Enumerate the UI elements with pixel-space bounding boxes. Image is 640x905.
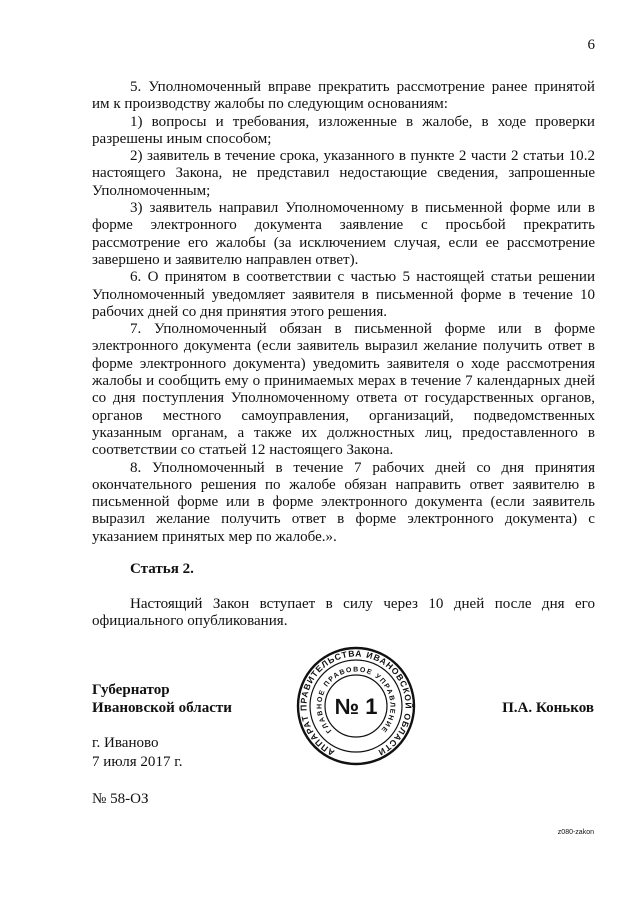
paragraph-5: 5. Уполномоченный вправе прекратить рассмотрение ранее принятой им к производству жалобы по следующим основаниям: xyxy=(92,79,595,113)
paragraph-7: 7. Уполномоченный обязан в письменной форме или в форме электронного документа (если заявитель выразил желание получить ответ в форме электронного документа) уведомить заявителя о ходе рассмотрения жалобы и сообщить ему о принимаемых мерах в течение 7 календарных дней со дня поступления Уполномоченному ответа от государственных органов, органов местного самоуправления, организаций, подведомственных указанным органам, а также их должностных лиц, предоставленного в соответствии со статьей 12 настоящего Закона. xyxy=(92,321,595,459)
paragraph-6: 6. О принятом в соответствии с частью 5 настоящей статьи решении Уполномоченный уведомляет заявителя в письменной форме в течение 10 рабочих дней со дня принятия этого решения. xyxy=(92,269,595,320)
signatory-position-line2: Ивановской области xyxy=(92,700,232,716)
law-body-text xyxy=(92,79,595,546)
stamp-center-number: № 1 xyxy=(334,694,378,719)
place-of-signing: г. Иваново xyxy=(92,735,159,751)
subitem-2: 2) заявитель в течение срока, указанного в пункте 2 части 2 статьи 10.2 настоящего Закона, не представил недостающие сведения, запрошенные Уполномоченным; xyxy=(92,148,595,199)
signatory-name: П.А. Коньков xyxy=(502,700,594,716)
article-heading: Статья 2. xyxy=(130,561,194,577)
article-text: Настоящий Закон вступает в силу через 10 дней после дня его официального опубликования. xyxy=(92,596,595,630)
stamp-inner-text: ГЛАВНОЕ ПРАВОВОЕ УПРАВЛЕНИЕ xyxy=(316,666,396,735)
signing-date: 7 июля 2017 г. xyxy=(92,754,183,770)
official-stamp xyxy=(294,644,418,768)
law-number: № 58-ОЗ xyxy=(92,791,149,807)
stamp-outer-text: АППАРАТ ПРАВИТЕЛЬСТВА ИВАНОВСКОЙ ОБЛАСТИ xyxy=(298,648,414,758)
subitem-1: 1) вопросы и требования, изложенные в жалобе, в ходе проверки разрешены иным способом; xyxy=(92,113,595,147)
page-number: 6 xyxy=(587,37,595,53)
subitem-3: 3) заявитель направил Уполномоченному в письменной форме или в форме электронного документа заявление с просьбой прекратить рассмотрение его жалобы (за исключением случая, если ее рассмотрение завершено и заявителю направлен ответ). xyxy=(92,200,595,268)
article-text-block xyxy=(92,596,595,631)
signatory-position-line1: Губернатор xyxy=(92,682,170,698)
paragraph-8: 8. Уполномоченный в течение 7 рабочих дней со дня принятия окончательного решения по жалобе обязан направить ответ заявителю в письменной форме или в форме электронного документа (если заявитель выразил желание получить ответ в форме электронного документа) с указанием принятых мер по жалобе.». xyxy=(92,459,595,545)
file-code: z080-zakon xyxy=(557,829,594,836)
